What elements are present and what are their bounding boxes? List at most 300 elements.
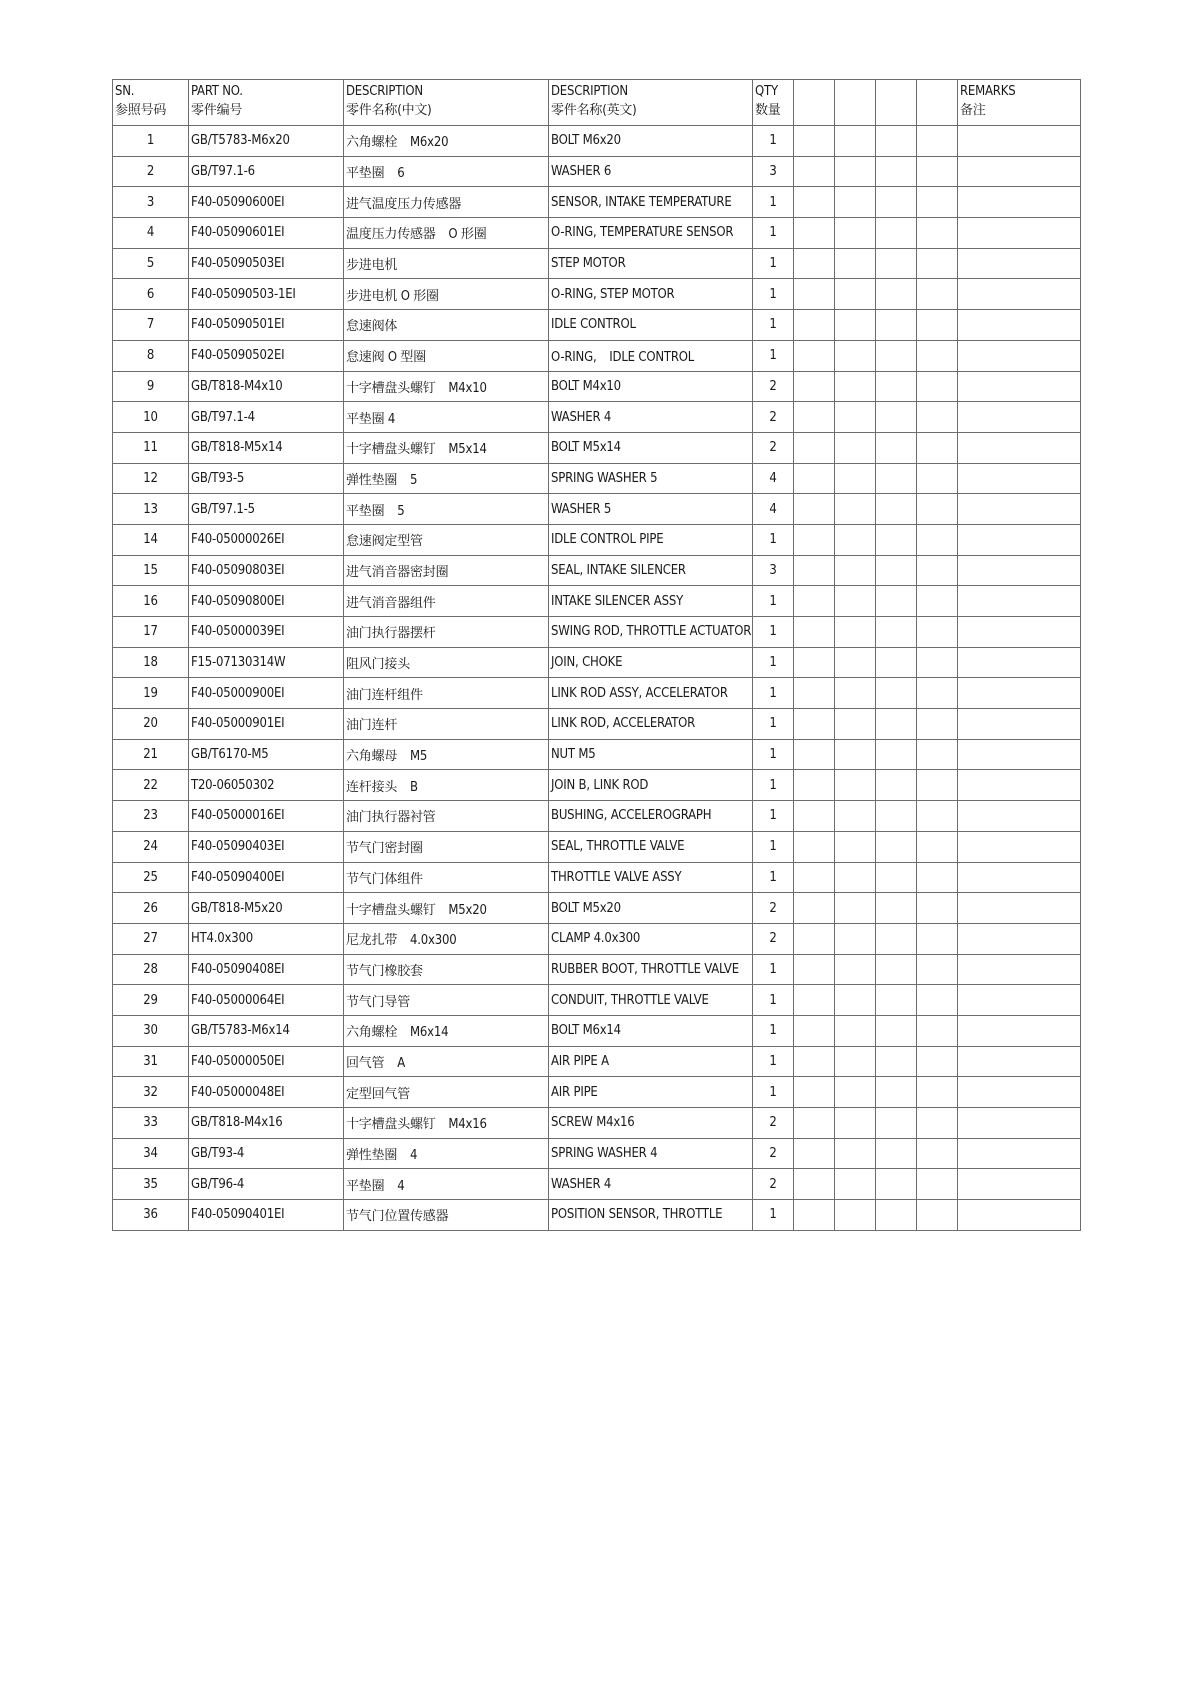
cell-sn: 2 (113, 156, 189, 187)
cell-part-no: F40-05090401EI (189, 1200, 344, 1231)
header-desc-en-cn: 零件名称(英文) (551, 103, 637, 118)
cell-blank-1 (794, 923, 835, 954)
cell-blank-4 (917, 218, 958, 249)
cell-description-en: INTAKE SILENCER ASSY (549, 586, 753, 617)
cell-blank-3 (876, 1138, 917, 1169)
cell-blank-4 (917, 310, 958, 341)
cell-sn: 24 (113, 831, 189, 862)
cell-remarks (958, 494, 1081, 525)
cell-blank-3 (876, 1077, 917, 1108)
cell-remarks (958, 709, 1081, 740)
cell-qty: 1 (753, 126, 794, 157)
cell-qty: 2 (753, 1138, 794, 1169)
table-row (113, 862, 1081, 893)
table-row (113, 954, 1081, 985)
cell-description-en: BOLT M6x14 (549, 1015, 753, 1046)
cell-sn: 1 (113, 126, 189, 157)
cell-qty: 1 (753, 1046, 794, 1077)
cell-blank-4 (917, 801, 958, 832)
cell-blank-4 (917, 494, 958, 525)
cell-remarks (958, 1108, 1081, 1139)
parts-list-sheet (112, 79, 1080, 1231)
cell-description-cn: 平垫圈 6 (344, 156, 549, 187)
cell-description-cn: 节气门位置传感器 (344, 1200, 549, 1231)
cell-qty: 1 (753, 310, 794, 341)
cell-blank-3 (876, 218, 917, 249)
cell-blank-3 (876, 647, 917, 678)
cell-remarks (958, 1169, 1081, 1200)
cell-blank-1 (794, 1169, 835, 1200)
cell-remarks (958, 617, 1081, 648)
cell-description-en: LINK ROD ASSY, ACCELERATOR (549, 678, 753, 709)
cell-qty: 4 (753, 494, 794, 525)
cell-blank-3 (876, 862, 917, 893)
cell-blank-3 (876, 463, 917, 494)
cell-qty: 1 (753, 862, 794, 893)
cell-description-en: BOLT M4x10 (549, 371, 753, 402)
cell-blank-2 (835, 1200, 876, 1231)
cell-remarks (958, 156, 1081, 187)
table-row (113, 463, 1081, 494)
cell-blank-1 (794, 555, 835, 586)
cell-sn: 11 (113, 432, 189, 463)
cell-sn: 18 (113, 647, 189, 678)
cell-qty: 2 (753, 432, 794, 463)
cell-description-en: AIR PIPE (549, 1077, 753, 1108)
cell-description-cn: 十字槽盘头螺钉 M4x10 (344, 371, 549, 402)
cell-sn: 23 (113, 801, 189, 832)
cell-blank-4 (917, 985, 958, 1016)
cell-blank-1 (794, 709, 835, 740)
cell-blank-3 (876, 555, 917, 586)
cell-remarks (958, 1200, 1081, 1231)
header-desc-en-en: DESCRIPTION (551, 84, 628, 99)
cell-qty: 1 (753, 801, 794, 832)
cell-description-en: WASHER 4 (549, 1169, 753, 1200)
table-row (113, 1200, 1081, 1231)
cell-description-cn: 进气消音器密封圈 (344, 555, 549, 586)
cell-description-cn: 油门连杆 (344, 709, 549, 740)
cell-blank-4 (917, 739, 958, 770)
table-row (113, 402, 1081, 433)
cell-blank-2 (835, 709, 876, 740)
cell-part-no: T20-06050302 (189, 770, 344, 801)
cell-blank-4 (917, 709, 958, 740)
header-desc-cn-en: DESCRIPTION (346, 84, 423, 99)
cell-description-cn: 油门连杆组件 (344, 678, 549, 709)
cell-blank-1 (794, 801, 835, 832)
cell-description-cn: 弹性垫圈 4 (344, 1138, 549, 1169)
cell-part-no: F40-05090600EI (189, 187, 344, 218)
cell-qty: 1 (753, 187, 794, 218)
cell-blank-1 (794, 402, 835, 433)
header-description-cn (344, 80, 549, 126)
table-row (113, 555, 1081, 586)
cell-part-no: F40-05000048EI (189, 1077, 344, 1108)
cell-part-no: F40-05000026EI (189, 524, 344, 555)
cell-blank-2 (835, 248, 876, 279)
cell-blank-1 (794, 617, 835, 648)
cell-description-en: WASHER 5 (549, 494, 753, 525)
cell-blank-1 (794, 647, 835, 678)
cell-remarks (958, 310, 1081, 341)
cell-part-no: F40-05000039EI (189, 617, 344, 648)
cell-blank-3 (876, 617, 917, 648)
cell-description-cn: 定型回气管 (344, 1077, 549, 1108)
cell-qty: 1 (753, 1200, 794, 1231)
cell-blank-2 (835, 1077, 876, 1108)
cell-description-en: SWING ROD, THROTTLE ACTUATOR (549, 617, 753, 648)
cell-blank-2 (835, 923, 876, 954)
cell-blank-4 (917, 1138, 958, 1169)
cell-blank-4 (917, 371, 958, 402)
table-row (113, 893, 1081, 924)
cell-description-cn: 六角螺栓 M6x14 (344, 1015, 549, 1046)
cell-blank-4 (917, 555, 958, 586)
cell-remarks (958, 1046, 1081, 1077)
cell-description-cn: 节气门橡胶套 (344, 954, 549, 985)
cell-qty: 1 (753, 218, 794, 249)
header-part-en: PART NO. (191, 84, 243, 99)
cell-blank-1 (794, 1046, 835, 1077)
cell-qty: 1 (753, 1015, 794, 1046)
cell-qty: 1 (753, 248, 794, 279)
cell-description-cn: 连杆接头 B (344, 770, 549, 801)
cell-blank-2 (835, 156, 876, 187)
cell-description-en: JOIN B, LINK ROD (549, 770, 753, 801)
cell-blank-3 (876, 1046, 917, 1077)
cell-part-no: GB/T97.1-5 (189, 494, 344, 525)
cell-blank-1 (794, 678, 835, 709)
cell-blank-1 (794, 1077, 835, 1108)
cell-blank-1 (794, 862, 835, 893)
cell-part-no: F40-05090400EI (189, 862, 344, 893)
cell-blank-2 (835, 1169, 876, 1200)
cell-remarks (958, 126, 1081, 157)
cell-part-no: F40-05090408EI (189, 954, 344, 985)
cell-sn: 29 (113, 985, 189, 1016)
cell-part-no: F40-05000900EI (189, 678, 344, 709)
cell-blank-2 (835, 893, 876, 924)
cell-blank-3 (876, 586, 917, 617)
header-qty (753, 80, 794, 126)
cell-blank-2 (835, 1108, 876, 1139)
cell-description-en: O-RING, IDLE CONTROL (549, 340, 753, 371)
cell-sn: 30 (113, 1015, 189, 1046)
cell-part-no: F40-05090502EI (189, 340, 344, 371)
cell-part-no: F40-05090503EI (189, 248, 344, 279)
cell-description-en: SEAL, THROTTLE VALVE (549, 831, 753, 862)
cell-description-en: RUBBER BOOT, THROTTLE VALVE (549, 954, 753, 985)
cell-remarks (958, 187, 1081, 218)
cell-blank-1 (794, 1015, 835, 1046)
table-row (113, 1138, 1081, 1169)
cell-blank-3 (876, 279, 917, 310)
cell-blank-4 (917, 126, 958, 157)
cell-qty: 2 (753, 371, 794, 402)
table-row (113, 586, 1081, 617)
cell-blank-3 (876, 494, 917, 525)
cell-part-no: F40-05000064EI (189, 985, 344, 1016)
cell-blank-2 (835, 586, 876, 617)
cell-blank-3 (876, 402, 917, 433)
cell-blank-2 (835, 739, 876, 770)
cell-blank-2 (835, 954, 876, 985)
cell-blank-1 (794, 126, 835, 157)
header-qty-en: QTY (755, 84, 778, 99)
cell-blank-2 (835, 494, 876, 525)
cell-description-cn: 怠速阀 O 型圈 (344, 340, 549, 371)
cell-qty: 3 (753, 156, 794, 187)
cell-description-en: BUSHING, ACCELEROGRAPH (549, 801, 753, 832)
cell-description-en: CLAMP 4.0x300 (549, 923, 753, 954)
table-row (113, 371, 1081, 402)
parts-table-body (113, 126, 1081, 1231)
cell-remarks (958, 432, 1081, 463)
cell-sn: 31 (113, 1046, 189, 1077)
cell-blank-4 (917, 893, 958, 924)
cell-blank-4 (917, 1015, 958, 1046)
cell-blank-4 (917, 402, 958, 433)
cell-description-cn: 十字槽盘头螺钉 M5x20 (344, 893, 549, 924)
cell-blank-3 (876, 893, 917, 924)
cell-blank-1 (794, 524, 835, 555)
cell-description-cn: 节气门导管 (344, 985, 549, 1016)
parts-table (112, 79, 1081, 1231)
cell-sn: 12 (113, 463, 189, 494)
cell-sn: 15 (113, 555, 189, 586)
cell-blank-2 (835, 678, 876, 709)
cell-blank-1 (794, 371, 835, 402)
cell-blank-3 (876, 310, 917, 341)
cell-blank-2 (835, 432, 876, 463)
cell-remarks (958, 678, 1081, 709)
cell-blank-4 (917, 1200, 958, 1231)
cell-sn: 5 (113, 248, 189, 279)
cell-blank-4 (917, 279, 958, 310)
cell-sn: 36 (113, 1200, 189, 1231)
cell-blank-2 (835, 126, 876, 157)
cell-description-en: BOLT M6x20 (549, 126, 753, 157)
cell-description-en: THROTTLE VALVE ASSY (549, 862, 753, 893)
cell-description-cn: 平垫圈 4 (344, 1169, 549, 1200)
cell-blank-1 (794, 831, 835, 862)
cell-blank-4 (917, 432, 958, 463)
cell-blank-4 (917, 647, 958, 678)
cell-description-cn: 温度压力传感器 O 形圈 (344, 218, 549, 249)
header-part-cn: 零件编号 (191, 103, 243, 118)
header-description-en (549, 80, 753, 126)
cell-sn: 27 (113, 923, 189, 954)
table-row (113, 678, 1081, 709)
cell-blank-1 (794, 218, 835, 249)
cell-remarks (958, 985, 1081, 1016)
cell-blank-2 (835, 187, 876, 218)
cell-sn: 16 (113, 586, 189, 617)
cell-blank-3 (876, 1200, 917, 1231)
cell-part-no: GB/T97.1-4 (189, 402, 344, 433)
cell-blank-3 (876, 739, 917, 770)
cell-description-cn: 油门执行器摆杆 (344, 617, 549, 648)
cell-blank-2 (835, 310, 876, 341)
cell-blank-3 (876, 248, 917, 279)
cell-blank-3 (876, 831, 917, 862)
header-blank-2 (835, 80, 876, 126)
cell-sn: 32 (113, 1077, 189, 1108)
cell-sn: 8 (113, 340, 189, 371)
table-row (113, 126, 1081, 157)
cell-sn: 14 (113, 524, 189, 555)
cell-blank-2 (835, 279, 876, 310)
cell-part-no: GB/T818-M5x14 (189, 432, 344, 463)
cell-description-en: NUT M5 (549, 739, 753, 770)
table-row (113, 1015, 1081, 1046)
table-row (113, 187, 1081, 218)
cell-description-en: SEAL, INTAKE SILENCER (549, 555, 753, 586)
header-blank-4 (917, 80, 958, 126)
cell-qty: 1 (753, 524, 794, 555)
cell-remarks (958, 923, 1081, 954)
cell-qty: 2 (753, 923, 794, 954)
cell-blank-4 (917, 1169, 958, 1200)
cell-blank-4 (917, 156, 958, 187)
cell-qty: 4 (753, 463, 794, 494)
cell-description-en: BOLT M5x20 (549, 893, 753, 924)
cell-description-cn: 步进电机 O 形圈 (344, 279, 549, 310)
table-row (113, 831, 1081, 862)
cell-qty: 3 (753, 555, 794, 586)
cell-sn: 9 (113, 371, 189, 402)
cell-remarks (958, 831, 1081, 862)
cell-qty: 2 (753, 402, 794, 433)
cell-blank-4 (917, 463, 958, 494)
cell-remarks (958, 524, 1081, 555)
cell-blank-4 (917, 617, 958, 648)
cell-blank-3 (876, 923, 917, 954)
cell-remarks (958, 218, 1081, 249)
cell-blank-4 (917, 1046, 958, 1077)
table-row (113, 524, 1081, 555)
cell-blank-4 (917, 770, 958, 801)
cell-blank-2 (835, 647, 876, 678)
cell-qty: 1 (753, 340, 794, 371)
cell-blank-3 (876, 1169, 917, 1200)
cell-part-no: HT4.0x300 (189, 923, 344, 954)
cell-blank-2 (835, 831, 876, 862)
cell-blank-3 (876, 371, 917, 402)
cell-blank-2 (835, 862, 876, 893)
cell-sn: 21 (113, 739, 189, 770)
cell-description-en: IDLE CONTROL (549, 310, 753, 341)
cell-remarks (958, 1138, 1081, 1169)
cell-blank-2 (835, 340, 876, 371)
cell-description-cn: 怠速阀体 (344, 310, 549, 341)
cell-blank-1 (794, 340, 835, 371)
table-row (113, 1046, 1081, 1077)
header-sn-en: SN. (115, 84, 135, 99)
table-row (113, 340, 1081, 371)
cell-qty: 1 (753, 709, 794, 740)
cell-part-no: F40-05000016EI (189, 801, 344, 832)
cell-blank-3 (876, 801, 917, 832)
cell-sn: 22 (113, 770, 189, 801)
cell-part-no: F40-05090800EI (189, 586, 344, 617)
cell-description-cn: 进气温度压力传感器 (344, 187, 549, 218)
cell-blank-4 (917, 862, 958, 893)
cell-blank-3 (876, 432, 917, 463)
cell-blank-3 (876, 126, 917, 157)
cell-blank-3 (876, 954, 917, 985)
table-header-row (113, 80, 1081, 126)
cell-remarks (958, 371, 1081, 402)
cell-blank-1 (794, 1108, 835, 1139)
cell-sn: 7 (113, 310, 189, 341)
cell-description-en: WASHER 6 (549, 156, 753, 187)
cell-qty: 2 (753, 1108, 794, 1139)
cell-part-no: GB/T6170-M5 (189, 739, 344, 770)
table-row (113, 248, 1081, 279)
cell-description-en: SENSOR, INTAKE TEMPERATURE (549, 187, 753, 218)
cell-part-no: GB/T5783-M6x20 (189, 126, 344, 157)
table-row (113, 494, 1081, 525)
cell-sn: 28 (113, 954, 189, 985)
cell-qty: 1 (753, 1077, 794, 1108)
cell-part-no: F40-05000050EI (189, 1046, 344, 1077)
cell-blank-3 (876, 156, 917, 187)
cell-description-en: BOLT M5x14 (549, 432, 753, 463)
cell-remarks (958, 954, 1081, 985)
cell-remarks (958, 340, 1081, 371)
cell-qty: 1 (753, 985, 794, 1016)
cell-blank-2 (835, 1015, 876, 1046)
cell-qty: 1 (753, 586, 794, 617)
cell-blank-4 (917, 923, 958, 954)
cell-description-en: O-RING, STEP MOTOR (549, 279, 753, 310)
cell-description-en: SPRING WASHER 5 (549, 463, 753, 494)
table-row (113, 801, 1081, 832)
header-part-no (189, 80, 344, 126)
cell-blank-1 (794, 463, 835, 494)
table-row (113, 1108, 1081, 1139)
cell-description-cn: 平垫圈 4 (344, 402, 549, 433)
cell-sn: 4 (113, 218, 189, 249)
cell-blank-1 (794, 954, 835, 985)
cell-qty: 1 (753, 678, 794, 709)
cell-blank-2 (835, 801, 876, 832)
cell-blank-3 (876, 1015, 917, 1046)
cell-part-no: GB/T96-4 (189, 1169, 344, 1200)
cell-sn: 10 (113, 402, 189, 433)
cell-part-no: GB/T818-M4x10 (189, 371, 344, 402)
cell-part-no: GB/T97.1-6 (189, 156, 344, 187)
cell-blank-3 (876, 1108, 917, 1139)
cell-part-no: F40-05090403EI (189, 831, 344, 862)
table-row (113, 617, 1081, 648)
cell-remarks (958, 893, 1081, 924)
table-row (113, 1077, 1081, 1108)
cell-qty: 1 (753, 617, 794, 648)
cell-blank-1 (794, 156, 835, 187)
cell-description-cn: 进气消音器组件 (344, 586, 549, 617)
table-row (113, 310, 1081, 341)
cell-remarks (958, 248, 1081, 279)
header-remarks (958, 80, 1081, 126)
cell-blank-1 (794, 248, 835, 279)
cell-remarks (958, 463, 1081, 494)
cell-blank-4 (917, 340, 958, 371)
cell-part-no: GB/T93-5 (189, 463, 344, 494)
cell-description-cn: 节气门体组件 (344, 862, 549, 893)
